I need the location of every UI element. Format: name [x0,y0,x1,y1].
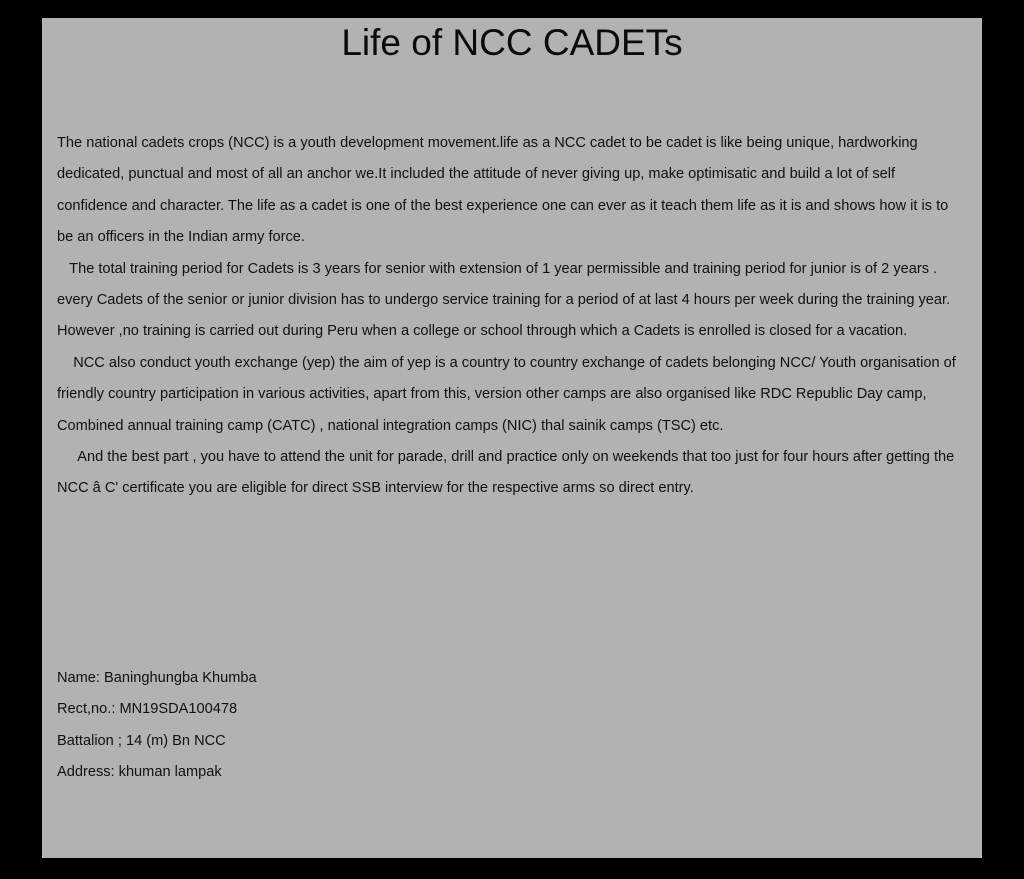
paragraph-best-part: And the best part , you have to attend the unit for parade, drill and practice only on weekends that too just for four hours after getting the NCC â C' certificate you are eligible for direct SSB interview for the respective arms so direct entry. [57,449,955,497]
signature-battalion: Battalion ; 14 (m) Bn NCC [57,732,226,749]
signature-address: Address: khuman lampak [57,764,222,781]
document-title: Life of NCC CADETs [341,22,683,63]
document-body [57,128,967,505]
document-page [42,18,982,858]
signature-block [57,663,657,789]
paragraph-intro: The national cadets crops (NCC) is a youth development movement.life as a NCC cadet to be cadet is like being unique, hardworking dedicated, punctual and most of all an anchor we.It included the attitude of never giving up, make optimisatic and build a lot of self confidence and character. The life as a cadet is one of the best experience one can ever as it teach them life as it is and shows how it is to be an officers in the Indian army force. [57,135,949,246]
signature-name: Name: Baninghungba Khumba [57,670,257,686]
paragraph-youth-exchange: NCC also conduct youth exchange (yep) the aim of yep is a country to country exchange of cadets belonging NCC/ Youth organisation of friendly country participation in various activities, apart from this, version other camps are also organised like RDC Republic Day camp, Combined annual training camp (CATC) , national integration camps (NIC) thal sainik camps (TSC) etc. [57,354,956,434]
signature-rect-no: Rect,no.: MN19SDA100478 [57,701,238,718]
paragraph-training-period: The total training period for Cadets is 3 years for senior with extension of 1 year permissible and training period for junior is of 2 years . every Cadets of the senior or junior division has to undergo service training for a period of at last 4 hours per week during the training year. However ,no training is carried out during Peru when a college or school through which a Cadets is enrolled is closed for a vacation. [57,260,951,340]
